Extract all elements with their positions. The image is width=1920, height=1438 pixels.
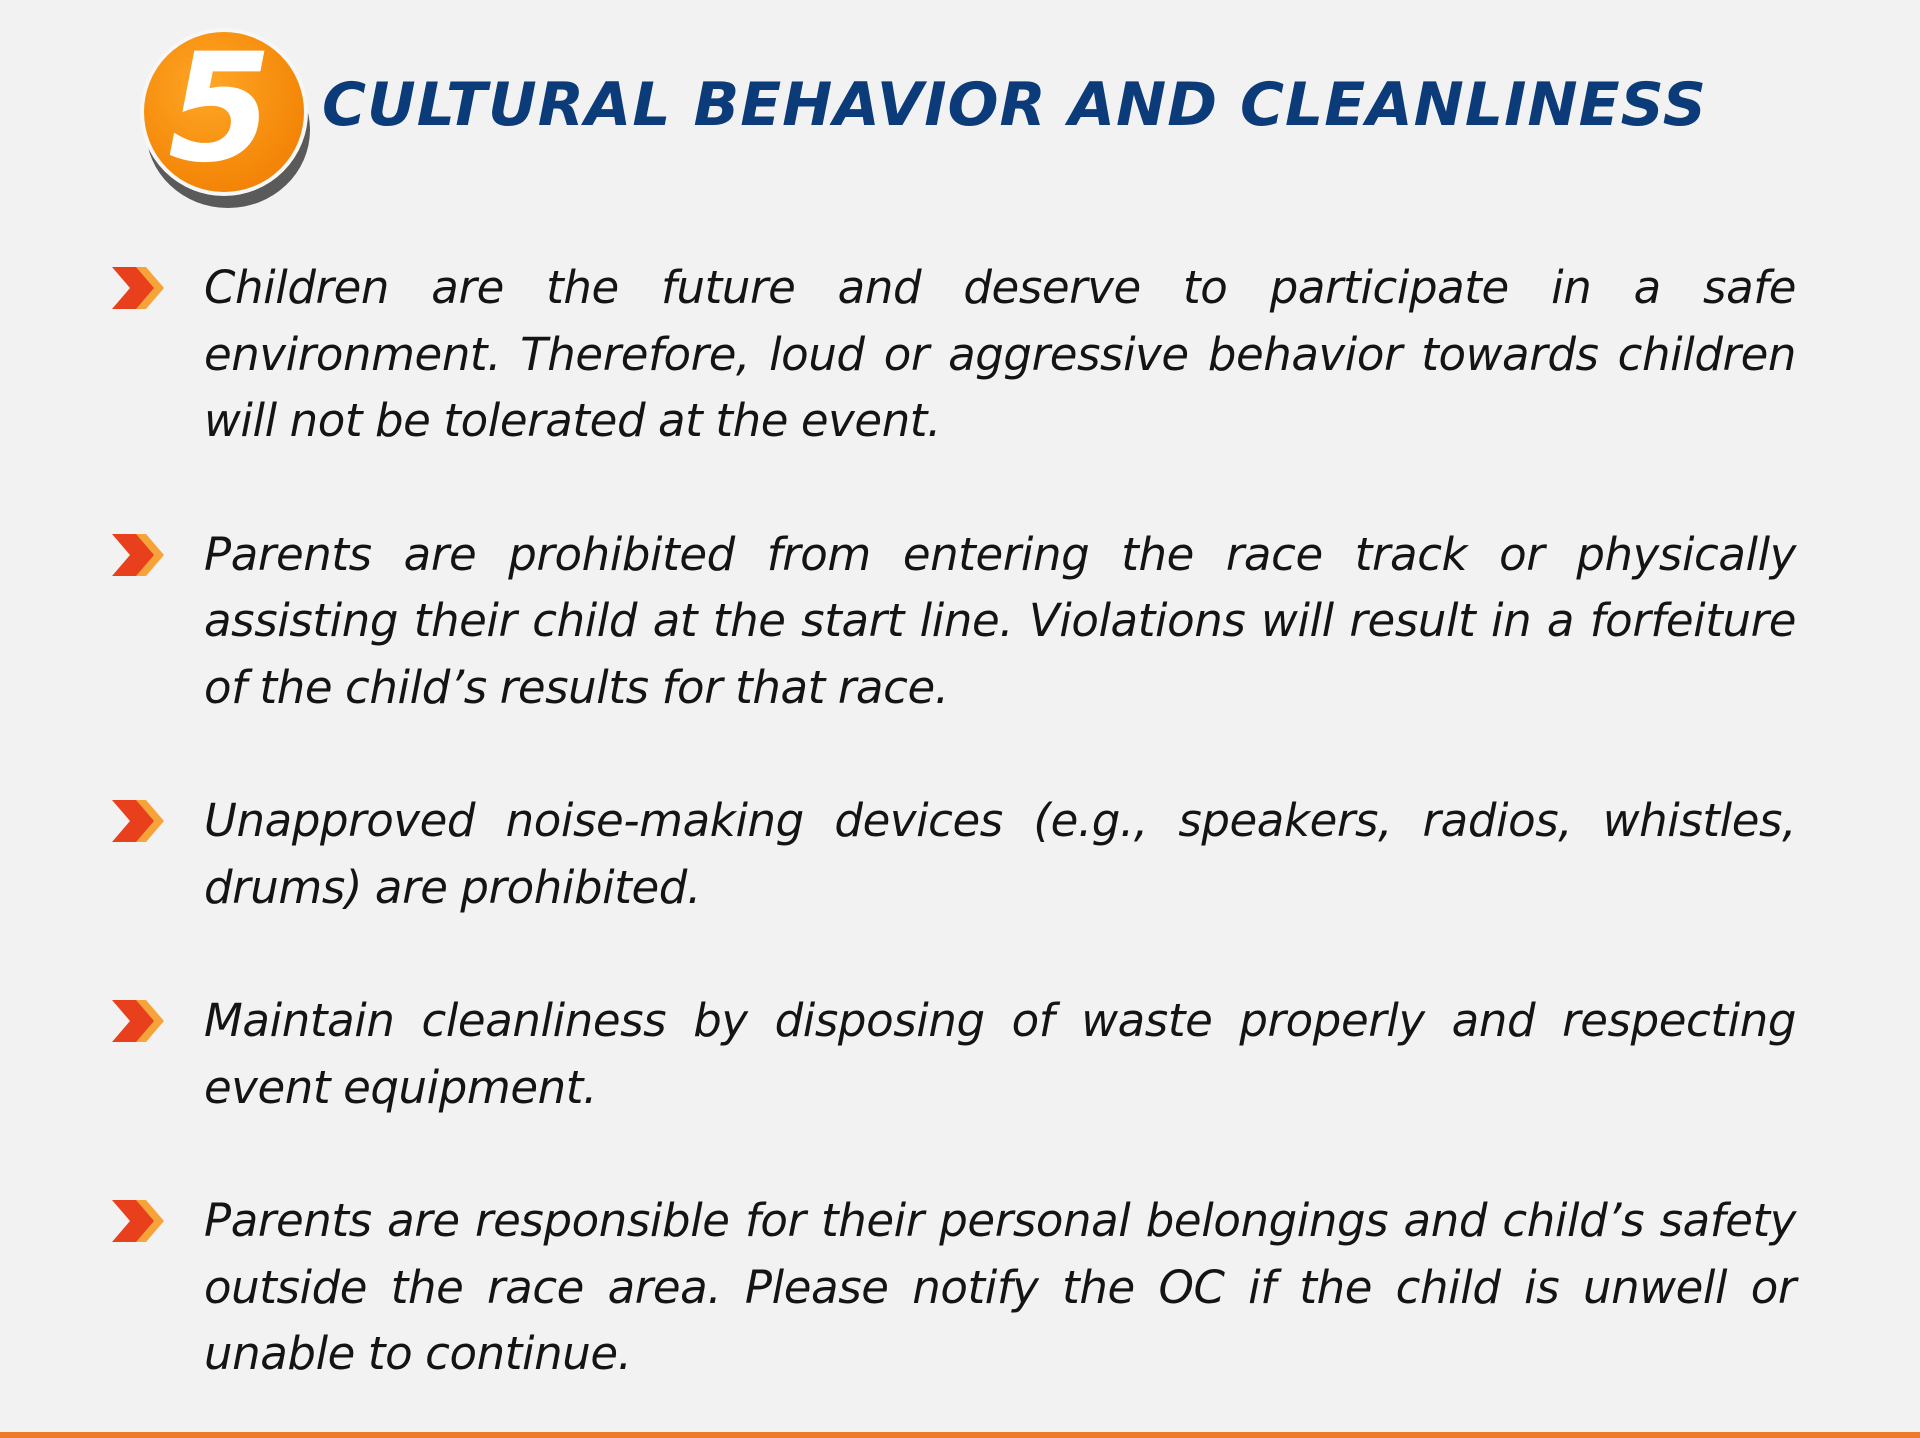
badge-circle: [140, 22, 308, 196]
rule-item: [110, 1188, 1800, 1388]
rule-text: Maintain cleanliness by disposing of waste properly and respecting event equipment.: [204, 994, 1796, 1114]
rule-item: [110, 522, 1800, 722]
section-header: [140, 22, 1707, 208]
chevron-right-icon: [110, 522, 204, 588]
rule-text: Parents are prohibited from entering the race track or physically assisting their child at the start line. Violations will result in a forfeiture of the child’s results for that race.: [204, 527, 1796, 714]
rule-item: [110, 988, 1800, 1121]
chevron-right-icon: [110, 988, 204, 1054]
chevron-right-icon: [110, 255, 204, 321]
rule-item: [110, 788, 1800, 921]
bottom-accent-rule: [0, 1432, 1920, 1438]
section-number: 5: [167, 22, 273, 196]
chevron-right-icon: [110, 788, 204, 854]
rule-text: Children are the future and deserve to participate in a safe environment. Therefore, loud or aggressive behavior towards children will not be tolerated at the event.: [204, 261, 1796, 447]
chevron-right-icon: [110, 1188, 204, 1254]
rule-text: Unapproved noise-making devices (e.g., speakers, radios, whistles, drums) are prohibited.: [204, 794, 1796, 914]
rule-text: Parents are responsible for their personal belongings and child’s safety outside the race area. Please notify the OC if the child is unwell or unable to continue.: [204, 1194, 1796, 1380]
rules-list: [110, 255, 1800, 1388]
section-title: CULTURAL BEHAVIOR AND CLEANLINESS: [322, 69, 1707, 140]
section-number-badge: [140, 22, 312, 208]
rule-item: [110, 255, 1800, 455]
